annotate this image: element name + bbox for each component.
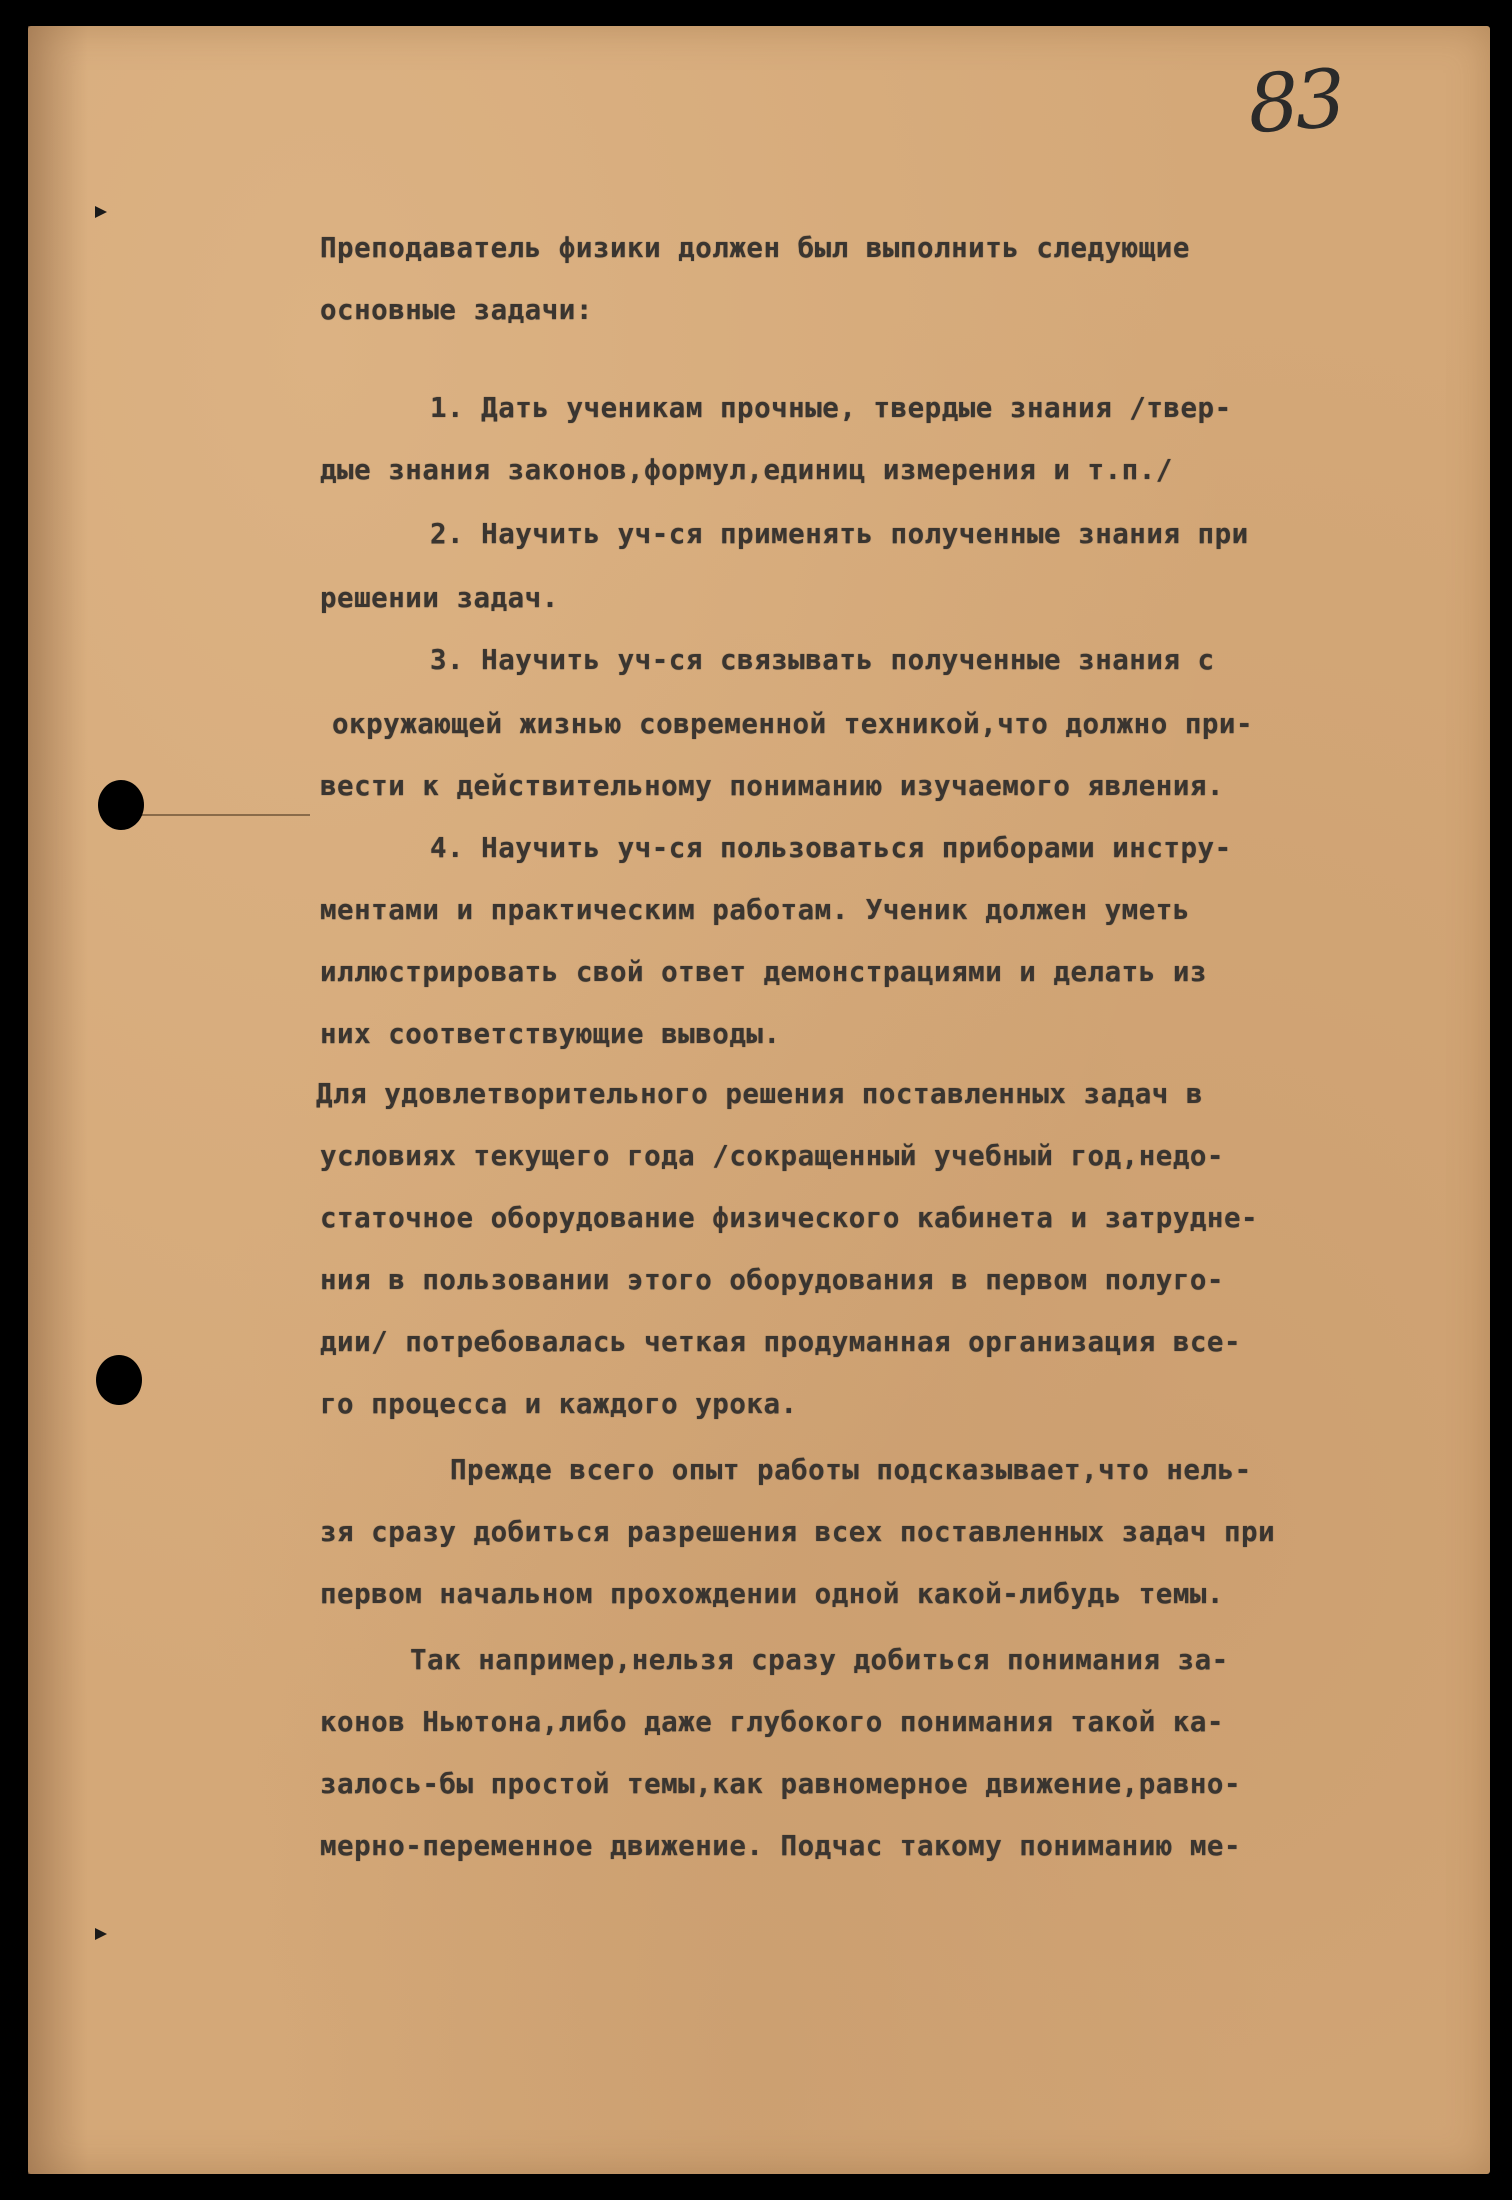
text-line: первом начальном прохождении одной какой-либудь темы. [320,1578,1224,1610]
text-line: го процесса и каждого урока. [320,1388,798,1420]
text-line: Преподаватель физики должен был выполнить следующие [320,232,1190,264]
text-line: иллюстрировать свой ответ демонстрациями и делать из [320,956,1207,988]
text-line: окружающей жизнью современной техникой,что должно при- [332,708,1254,740]
text-line: дии/ потребовалась четкая продуманная организация все- [320,1326,1242,1358]
text-line: ментами и практическим работам. Ученик должен уметь [320,894,1190,926]
handwritten-page-number: 83 [1244,51,1345,152]
text-line: основные задачи: [320,294,593,326]
page-edge-shadow [28,26,88,2174]
text-line: 3. Научить уч-ся связывать полученные знания с [430,644,1215,676]
text-line: ния в пользовании этого оборудования в первом полуго- [320,1264,1224,1296]
text-line: решении задач. [320,582,559,614]
text-line: мерно-переменное движение. Подчас такому пониманию ме- [320,1830,1242,1862]
punch-hole [98,780,144,830]
text-line: Так например,нельзя сразу добиться понимания за- [410,1644,1229,1676]
text-line: Прежде всего опыт работы подсказывает,что нель- [450,1454,1252,1486]
text-line: 2. Научить уч-ся применять полученные знания при [430,518,1249,550]
text-line: 1. Дать ученикам прочные, твердые знания /твер- [430,392,1232,424]
text-line: 4. Научить уч-ся пользоваться приборами инстру- [430,832,1232,864]
text-line: Для удовлетворительного решения поставленных задач в [316,1078,1203,1110]
text-line: конов Ньютона,либо даже глубокого понимания такой ка- [320,1706,1224,1738]
text-line: статочное оборудование физического кабинета и затрудне- [320,1202,1259,1234]
text-line: залось-бы простой темы,как равномерное движение,равно- [320,1768,1242,1800]
text-line: дые знания законов,формул,единиц измерения и т.п./ [320,454,1173,486]
text-line: вести к действительному пониманию изучаемого явления. [320,770,1224,802]
punch-hole [96,1355,142,1405]
text-line: них соответствующие выводы. [320,1018,781,1050]
text-line: условиях текущего года /сокращенный учебный год,недо- [320,1140,1224,1172]
text-line: зя сразу добиться разрешения всех поставленных задач при [320,1516,1276,1548]
